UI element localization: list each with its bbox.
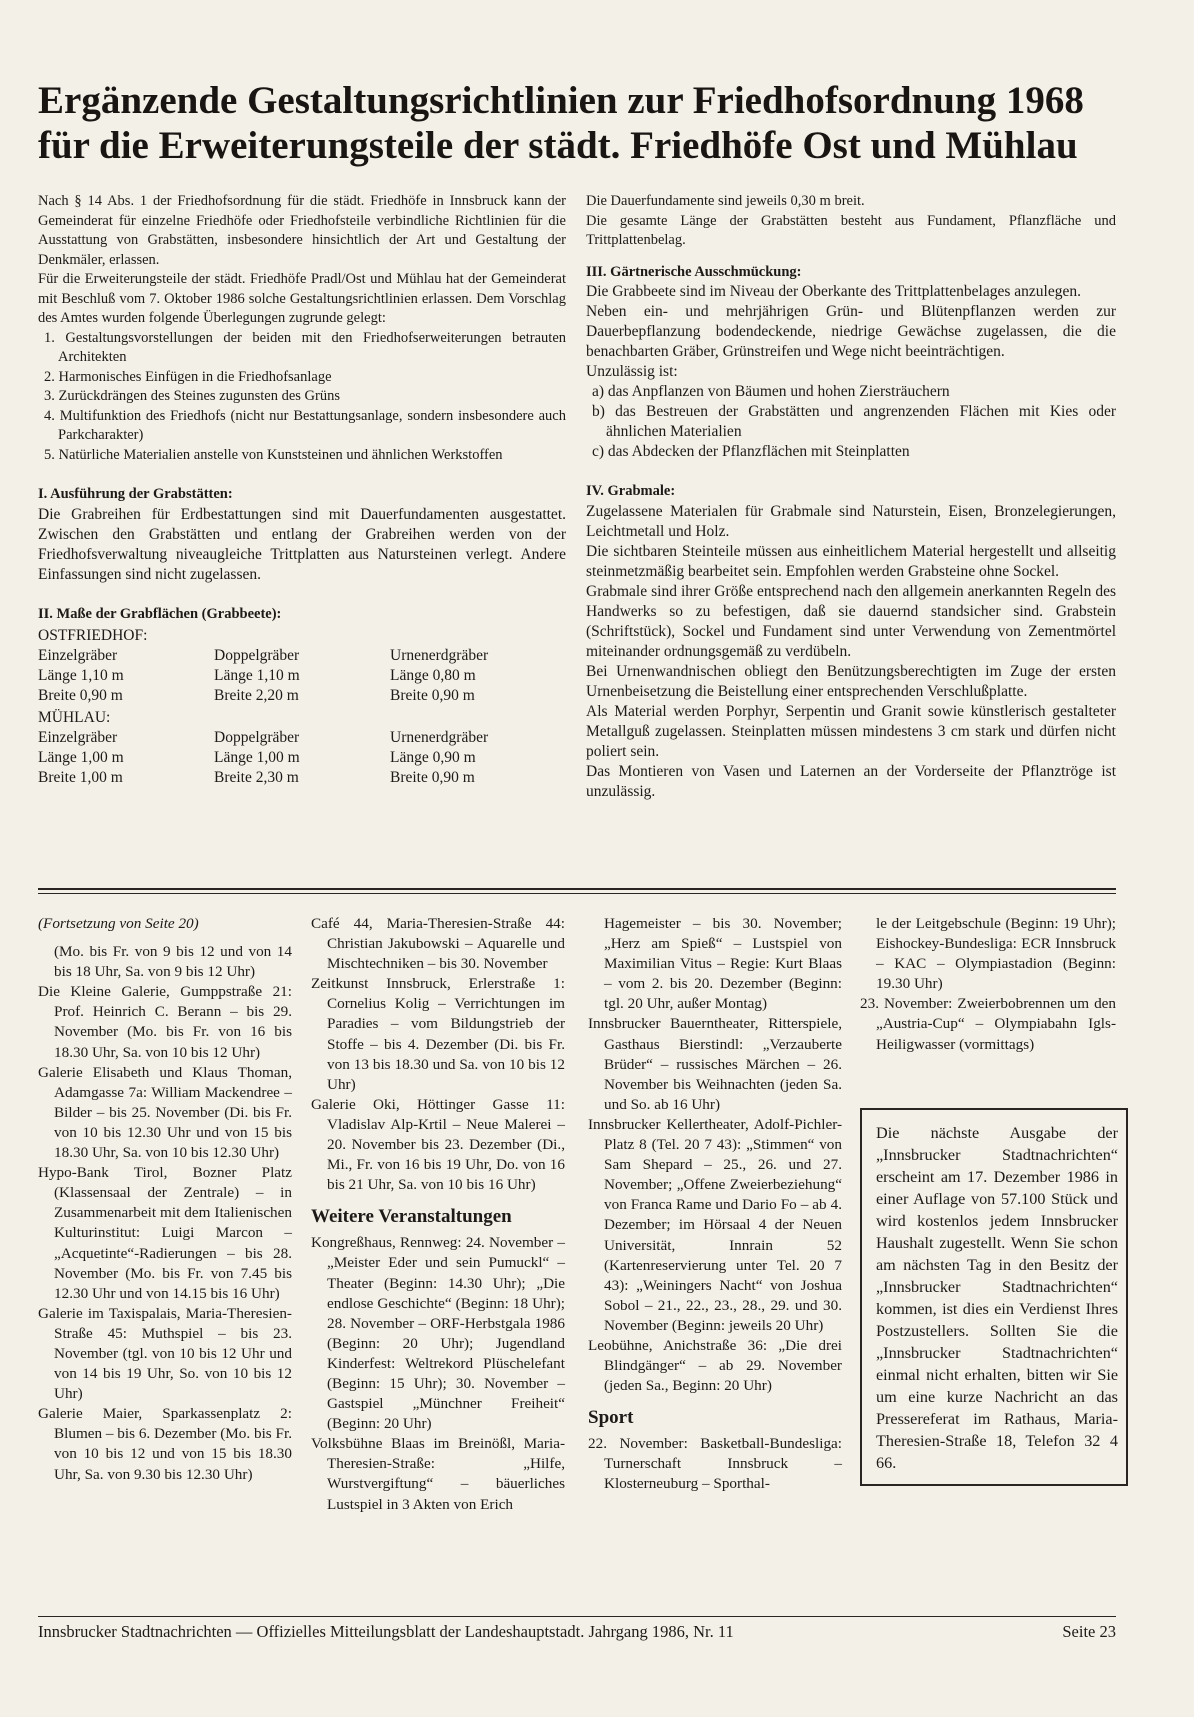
table-row: [38, 646, 566, 666]
list-item: Galerie Maier, Sparkassenplatz 2: Blumen – bis 6. Dezember (Mo. bis Fr. von 10 bis 12 und von 15 bis 18.30 Uhr, Sa. von 9.30 bis 12.30 Uhr): [38, 1405, 292, 1483]
paragraph: Als Material werden Porphyr, Serpentin und Granit sowie künstlerisch gestalteter Metallguß zugelassen. Steinplatten müssen mindestens 3 cm stark und dürfen nicht poliert sein.: [586, 702, 1116, 760]
muehlau-label: MÜHLAU:: [38, 709, 111, 726]
list-item: b) das Bestreuen der Grabstätten und angrenzenden Flächen mit Kies oder ähnlichen Materialien: [592, 403, 1116, 440]
list-item: Café 44, Maria-Theresien-Straße 44: Christian Jakubowski – Aquarelle und Mischtechniken – bis 30. November: [311, 915, 565, 973]
section-2-heading: II. Maße der Grabflächen (Grabbeete):: [38, 605, 282, 622]
section-3-heading: III. Gärtnerische Ausschmückung:: [586, 263, 802, 280]
section-1-heading: I. Ausführung der Grabstätten:: [38, 486, 233, 502]
paragraph: Bei Urnenwandnischen obliegt den Benützungsberechtigten im Zuge der ersten Urnenbeisetzung die Beistellung einer entsprechenden Verschlußplatte.: [586, 662, 1116, 700]
intro-list-item: 5. Natürliche Materialien anstelle von Kunststeinen und ähnlichen Werkstoffen: [44, 446, 503, 463]
continuation-note: (Fortsetzung von Seite 20): [38, 915, 199, 932]
table-row: [38, 666, 566, 686]
list-item: le der Leitgebschule (Beginn: 19 Uhr); Eishockey-Bundesliga: ECR Innsbruck – KAC – Olympiastadion (Beginn: 19.30 Uhr): [876, 915, 1116, 993]
section-1-text: Die Grabreihen für Erdbestattungen sind mit Dauerfundamenten ausgestattet. Zwischen den Grabstätten und entlang der Grabreihen werden von der Friedhofsverwaltung niveaugleiche Trittplatten aus Natursteinen verlegt. Andere Einfassungen sind nicht zugelassen.: [38, 505, 566, 583]
list-item: Galerie Oki, Höttinger Gasse 11: Vladislav Alp-Krtil – Neue Malerei – 20. November bis 23. Dezember (Di., Mi., Fr. von 16 bis 19 Uhr, Do. von 16 bis 21 Uhr, Sa. von 10 bis 16 Uhr): [311, 1095, 565, 1194]
paragraph: Grabmale sind ihrer Größe entsprechend nach den allgemein anerkannten Regeln des Handwerks so zu befestigen, daß sie dauernd standsicher sind. Grabstein (Schriftstück), Sockel und Fundament sind unter Verwendung von Zementmörtel miteinander ordnungsgemäß zu verdübeln.: [586, 582, 1116, 660]
events-column-2: [311, 914, 565, 1515]
table-cell: Breite 1,00 m: [38, 769, 123, 786]
table-cell: Länge 0,80 m: [390, 667, 476, 684]
publication-info: Innsbrucker Stadtnachrichten — Offizielles Mitteilungsblatt der Landeshauptstadt. Jahrgang 1986, Nr. 11: [38, 1622, 734, 1641]
page-title: [38, 78, 1158, 168]
events-column-4: [860, 914, 1116, 1055]
footer-divider: [38, 1616, 1116, 1617]
table-row: [38, 768, 566, 788]
list-item: 22. November: Basketball-Bundesliga: Turnerschaft Innsbruck – Klosterneuburg – Sporthal-: [588, 1435, 842, 1493]
table-cell: Länge 1,00 m: [214, 749, 300, 766]
table-cell: Einzelgräber: [38, 647, 118, 664]
list-item: Volksbühne Blaas im Breinößl, Maria-Theresien-Straße: „Hilfe, Wurstvergiftung“ – bäuerliches Lustspiel in 3 Akten von Erich: [311, 1435, 565, 1513]
table-cell: Länge 1,10 m: [38, 667, 124, 684]
list-item: Hagemeister – bis 30. November; „Herz am Spieß“ – Lustspiel von Maximilian Vitus – Regie: Kurt Blaas – vom 2. bis 20. Dezember (Beginn: tgl. 20 Uhr, außer Montag): [604, 915, 842, 1013]
table-cell: Doppelgräber: [214, 647, 300, 664]
table-cell: Länge 1,00 m: [38, 749, 124, 766]
table-cell: Urnenerdgräber: [390, 647, 489, 664]
table-cell: Breite 2,20 m: [214, 687, 299, 704]
list-item: a) das Anpflanzen von Bäumen und hohen Ziersträuchern: [592, 383, 950, 400]
list-item: Hypo-Bank Tirol, Bozner Platz (Klassensaal der Zentrale) – in Zusammenarbeit mit dem Italienischen Kulturinstitut: Luigi Marcon – „Acquetinte“-Radierungen – bis 28. November (Mo. bis Fr. von 7.45 bis 12.30 Uhr und von 14.15 bis 16 Uhr): [38, 1164, 292, 1302]
intro-list-item: 3. Zurückdrängen des Steines zugunsten des Grüns: [44, 388, 340, 404]
intro-paragraph-2: Für die Erweiterungsteile der städt. Friedhöfe Pradl/Ost und Mühlau hat der Gemeinderat mit Beschluß vom 7. Oktober 1986 solche Gestaltungsrichtlinien erlassen. Dem Vorschlag des Amtes wurden folgende Überlegungen zugrunde gelegt:: [38, 271, 566, 326]
events-column-3: [588, 914, 842, 1495]
paragraph: Zugelassene Materialen für Grabmale sind Naturstein, Eisen, Bronzelegierungen, Leichtmetall und Holz.: [586, 502, 1116, 540]
list-item: Galerie Elisabeth und Klaus Thoman, Adamgasse 7a: William Mackendree – Bilder – bis 25. November (Di. bis Fr. von 10 bis 12.30 Uhr und von 15 bis 18.30 Uhr, Sa. von 10 bis 12.30 Uhr): [38, 1063, 292, 1162]
table-cell: Breite 0,90 m: [390, 687, 475, 704]
next-issue-notice-box: [860, 1108, 1128, 1486]
list-item: Innsbrucker Kellertheater, Adolf-Pichler-Platz 8 (Tel. 20 7 43): „Stimmen“ von Sam Shepard – 25., 26. und 27. November; „Offene Zweierbeziehung“ von Franca Rame und Dario Fo – ab 4. Dezember; im Hörsaal 4 der Neuen Universität, Innrain 52 (Kartenreservierung unter Tel. 20 7 43): „Weiningers Nacht“ von Joshua Sobol – 21., 22., 23., 28., 29. und 30. November (Beginn: jeweils 20 Uhr): [588, 1115, 842, 1334]
table-cell: Länge 1,10 m: [214, 667, 300, 684]
list-item: Kongreßhaus, Rennweg: 24. November – „Meister Eder und sein Pumuckl“ – Theater (Beginn: 14.30 Uhr); „Die endlose Geschichte“ (Beginn: 18 Uhr); 28. November – ORF-Herbstgala 1986 (Beginn: 20 Uhr); Jugendland Kinderfest: Weltrekord Plüschelefant (Beginn: 15 Uhr); 30. November – Gastspiel „Münchner Freiheit“ (Beginn: 20 Uhr): [311, 1234, 565, 1433]
list-item: Die Kleine Galerie, Gumppstraße 21: Prof. Heinrich C. Berann – bis 29. November (Mo. bis Fr. von 16 bis 18.30 Uhr, Sa. von 10 bis 12 Uhr): [38, 983, 292, 1061]
paragraph: Die sichtbaren Steinteile müssen aus einheitlichem Material hergestellt und allseitig steinmetzmäßig bearbeitet sein. Empfohlen werden Grabsteine ohne Sockel.: [586, 542, 1116, 580]
sport-heading: Sport: [588, 1407, 634, 1429]
divider: [38, 893, 1116, 894]
intro-list-item: 1. Gestaltungsvorstellungen der beiden mit den Friedhofserweiterungen betrauten Architekten: [44, 329, 566, 365]
intro-list-item: 4. Multifunktion des Friedhofs (nicht nur Bestattungsanlage, sondern insbesondere auch Parkcharakter): [44, 407, 566, 443]
list-item: Innsbrucker Bauerntheater, Ritterspiele, Gasthaus Bierstindl: „Verzauberte Brüder“ – russisches Märchen – 26. November bis Weihnachten (jeden Sa. und So. ab 16 Uhr): [588, 1015, 842, 1113]
page-footer: [38, 1622, 1116, 1642]
paragraph: Das Montieren von Vasen und Laternen an der Vorderseite der Pflanztröge ist unzulässig.: [586, 762, 1116, 800]
page-number: Seite 23: [1062, 1622, 1116, 1641]
table-cell: Breite 0,90 m: [390, 769, 475, 786]
table-cell: Breite 0,90 m: [38, 687, 123, 704]
paragraph: Unzulässig ist:: [586, 363, 678, 380]
guidelines-right-column: [586, 192, 1116, 802]
title-line-1: Ergänzende Gestaltungsrichtlinien zur Friedhofsordnung 1968: [38, 79, 1084, 122]
table-row: [38, 686, 566, 706]
table-cell: Urnenerdgräber: [390, 729, 489, 746]
grave-dimensions-table: [38, 624, 566, 788]
table-row: [38, 728, 566, 748]
paragraph: Die Dauerfundamente sind jeweils 0,30 m breit.: [586, 193, 865, 209]
intro-paragraph-1: Nach § 14 Abs. 1 der Friedhofsordnung für die städt. Friedhöfe in Innsbruck kann der Gemeinderat für einzelne Friedhöfe oder Friedhofsteile verbindliche Richtlinien für die Ausstattung von Grabstätten, insbesondere hinsichtlich der Art und Gestaltung der Denkmäler, erlassen.: [38, 193, 566, 268]
weitere-veranstaltungen-heading: Weitere Veranstaltungen: [311, 1206, 512, 1228]
section-4-heading: IV. Grabmale:: [586, 483, 676, 499]
list-item: (Mo. bis Fr. von 9 bis 12 und von 14 bis 18 Uhr, Sa. von 9 bis 12 Uhr): [54, 943, 292, 981]
ostfriedhof-label: OSTFRIEDHOF:: [38, 627, 148, 644]
table-row: [38, 748, 566, 768]
events-column-1: [38, 914, 292, 1485]
divider: [38, 888, 1116, 890]
list-item: 23. November: Zweierbobrennen um den „Austria-Cup“ – Olympiabahn Igls-Heiligwasser (vormittags): [860, 995, 1116, 1053]
paragraph: Die gesamte Länge der Grabstätten besteht aus Fundament, Pflanzfläche und Trittplattenbelag.: [586, 212, 1116, 248]
title-line-2: für die Erweiterungsteile der städt. Friedhöfe Ost und Mühlau: [38, 124, 1078, 167]
paragraph: Die Grabbeete sind im Niveau der Oberkante des Trittplattenbelages anzulegen.: [586, 283, 1081, 300]
list-item: Galerie im Taxispalais, Maria-Theresien-Straße 45: Muthspiel – bis 23. November (tgl. von 10 bis 12 Uhr und von 14 bis 19 Uhr, So. von 10 bis 12 Uhr): [38, 1304, 292, 1403]
intro-list-item: 2. Harmonisches Einfügen in die Friedhofsanlage: [44, 368, 332, 385]
table-cell: Breite 2,30 m: [214, 769, 299, 786]
paragraph: Neben ein- und mehrjährigen Grün- und Blütenpflanzen werden zur Dauerbepflanzung bodendeckende, niedrige Gewächse zugelassen, die die benachbarten Gräber, Grünstreifen und Wege nicht beeinträchtigen.: [586, 303, 1116, 360]
guidelines-left-column: [38, 192, 566, 788]
table-cell: Länge 0,90 m: [390, 749, 476, 766]
list-item: Zeitkunst Innsbruck, Erlerstraße 1: Cornelius Kolig – Verrichtungen im Paradies – vom Bildungstrieb der Stoffe – bis 4. Dezember (Di. bis Fr. von 13 bis 18.30 und Sa. von 10 bis 12 Uhr): [311, 975, 565, 1093]
table-cell: Doppelgräber: [214, 729, 300, 746]
list-item: Leobühne, Anichstraße 36: „Die drei Blindgänger“ – ab 29. November (jeden Sa., Beginn: 20 Uhr): [588, 1336, 842, 1395]
list-item: c) das Abdecken der Pflanzflächen mit Steinplatten: [592, 443, 910, 460]
notice-text: Die nächste Ausgabe der „Innsbrucker Stadtnachrichten“ erscheint am 17. Dezember 1986 in einer Auflage von 57.100 Stück und wird kostenlos jedem Innsbrucker Haushalt zugestellt. Wenn Sie schon am nächsten Tag in den Besitz der „Innsbrucker Stadtnachrichten“ kommen, ist dies ein Verdienst Ihres Postzustellers. Sollten Sie die „Innsbrucker Stadtnachrichten“ einmal nicht erhalten, bitten wir Sie um eine kurze Nachricht an das Pressereferat im Rathaus, Maria-Theresien-Straße 18, Telefon 32 4 66.: [876, 1124, 1118, 1472]
table-cell: Einzelgräber: [38, 729, 118, 746]
